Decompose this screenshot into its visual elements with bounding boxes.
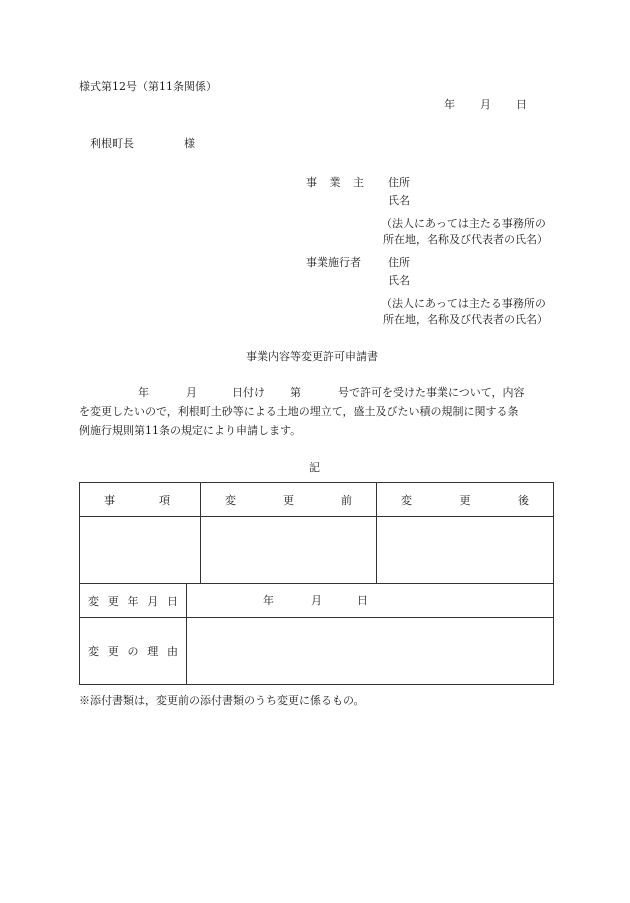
contractor-address-label: 住所 <box>388 256 410 269</box>
contractor-name-label: 氏名 <box>388 274 410 287</box>
applicant-note-line1: （法人にあっては主たる事務所の <box>381 217 546 230</box>
contractor-note-line2: 所在地，名称及び代表者の氏名） <box>383 313 548 326</box>
after-cell[interactable] <box>377 517 554 584</box>
applicant-role: 事 業 主 <box>306 176 364 189</box>
body-line1-tail: 号で許可を受けた事業について，内容 <box>338 386 525 399</box>
contractor-note-line1: （法人にあっては主たる事務所の <box>381 297 546 310</box>
date-month: 月 <box>480 98 491 111</box>
form-number: 様式第12号（第11条関係） <box>79 80 217 93</box>
change-date-label: 変 更 年 月 日 <box>80 584 187 618</box>
applicant-name-label: 氏名 <box>388 194 410 207</box>
applicant-note-line2: 所在地，名称及び代表者の氏名） <box>383 233 548 246</box>
body-month: 月 <box>186 386 197 399</box>
change-table <box>79 482 554 685</box>
item-cell[interactable] <box>80 517 201 584</box>
table-content-row <box>80 517 554 584</box>
before-cell[interactable] <box>201 517 377 584</box>
ki-label: 記 <box>309 461 320 474</box>
header-after: 変 更 後 <box>377 483 554 517</box>
header-before: 変 更 前 <box>201 483 377 517</box>
table-header-row <box>80 483 554 517</box>
addressee-honorific: 様 <box>184 137 195 150</box>
applicant-address-label: 住所 <box>388 176 410 189</box>
change-date-value[interactable]: 年 月 日 <box>187 584 554 618</box>
header-item: 事 項 <box>80 483 201 517</box>
reason-label: 変 更 の 理 由 <box>80 618 187 685</box>
document-title: 事業内容等変更許可申請書 <box>246 350 378 363</box>
date-year: 年 <box>444 98 455 111</box>
reason-value[interactable] <box>187 618 554 685</box>
footnote: ※添付書類は，変更前の添付書類のうち変更に係るもの。 <box>79 694 365 707</box>
contractor-role: 事業施行者 <box>306 256 361 269</box>
date-day: 日 <box>516 98 527 111</box>
body-year: 年 <box>138 386 149 399</box>
change-date-row <box>80 584 554 618</box>
body-dai: 第 <box>290 386 301 399</box>
reason-row <box>80 618 554 685</box>
addressee-name: 利根町長 <box>90 137 134 150</box>
body-line2: を変更したいので，利根町土砂等による土地の埋立て，盛土及びたい積の規制に関する条 <box>79 405 519 418</box>
body-line3: 例施行規則第11条の規定により申請します。 <box>79 424 302 437</box>
body-dated: 日付け <box>232 386 265 399</box>
